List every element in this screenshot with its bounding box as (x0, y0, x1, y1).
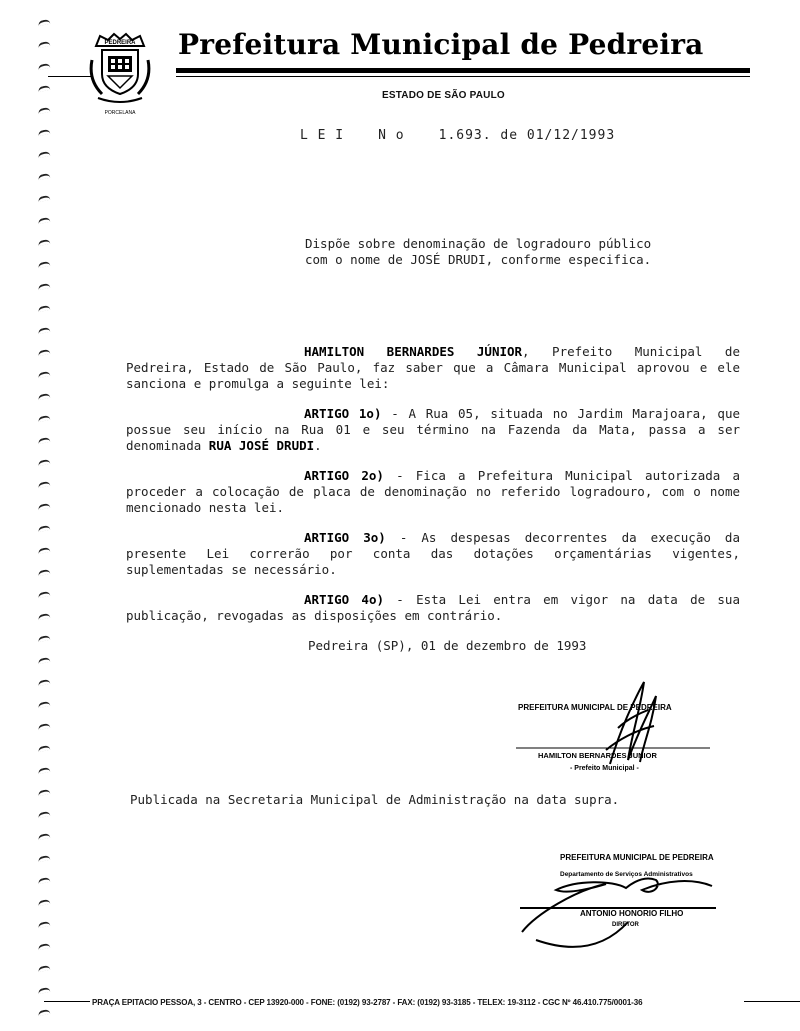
punch-mark (38, 701, 51, 708)
article-text: - Esta Lei entra em vigor na data de sua publicação, revogadas as disposições em contrário. (126, 592, 740, 623)
article-text: - A Rua 05, situada no Jardim Marajoara, que possue seu início na Rua 01 e seu término na Fazenda da Mata, passa a ser denominada (126, 406, 740, 453)
summary-line: Dispõe sobre denominação de logradouro público (305, 236, 652, 251)
seal-text-top: PEDREIRA (104, 40, 136, 46)
preamble-text: , Prefeito Municipal de Pedreira, Estado de São Paulo, faz saber que a Câmara Municipal aprovou e ele sanciona e promulga a seguinte lei: (126, 344, 740, 391)
footer-rule (44, 1001, 90, 1002)
mayor-signature-block (514, 670, 744, 790)
punch-mark (38, 393, 51, 400)
punch-mark (38, 987, 51, 994)
punch-mark (38, 965, 51, 972)
director-signature-role: DIRETOR (612, 922, 639, 928)
punch-mark (38, 305, 51, 312)
article-paragraph (126, 592, 740, 624)
law-summary (305, 236, 651, 268)
punch-mark (38, 899, 51, 906)
article-label: ARTIGO 3o) (304, 530, 386, 545)
punch-mark (38, 943, 51, 950)
punch-mark (38, 371, 51, 378)
punch-mark (38, 679, 51, 686)
punch-mark (38, 613, 51, 620)
footer-address: PRAÇA EPITACIO PESSOA, 3 - CENTRO - CEP 13920-000 - FONE: (0192) 93-2787 - FAX: (0192) 93-3185 - TELEX: 19-3112 - CGC Nº 46.410.775/0001-36 (92, 998, 643, 1007)
article-paragraph (126, 530, 740, 578)
punch-mark (38, 877, 51, 884)
municipal-seal-icon (88, 30, 152, 116)
punch-mark (38, 437, 51, 444)
article-end: . (314, 438, 322, 453)
publication-note: Publicada na Secretaria Municipal de Administração na data supra. (130, 792, 620, 807)
punch-mark (38, 261, 51, 268)
punch-mark (38, 217, 51, 224)
header-rule-left (48, 76, 92, 77)
law-label: L E I (300, 128, 345, 143)
punch-mark (38, 195, 51, 202)
state-label: ESTADO DE SÃO PAULO (382, 90, 505, 101)
punch-mark (38, 481, 51, 488)
place-date: Pedreira (SP), 01 de dezembro de 1993 (308, 638, 587, 653)
punch-mark (38, 503, 51, 510)
law-number: 1.693. de 01/12/1993 (438, 128, 616, 143)
punch-mark (38, 349, 51, 356)
footer-rule (744, 1001, 800, 1002)
punch-mark (38, 415, 51, 422)
mayor-name: HAMILTON BERNARDES JÚNIOR (304, 344, 523, 359)
punch-mark (38, 327, 51, 334)
punch-mark (38, 635, 51, 642)
director-signature-name: ANTONIO HONORIO FILHO (580, 909, 684, 918)
stamp-text: PREFEITURA MUNICIPAL DE PEDREIRA (518, 703, 672, 712)
punch-mark (38, 19, 51, 26)
preamble-paragraph (126, 344, 740, 392)
article-paragraph (126, 468, 740, 516)
article-label: ARTIGO 2o) (304, 468, 384, 483)
punch-mark (38, 591, 51, 598)
article-text: - Fica a Prefeitura Municipal autorizada a proceder a colocação de placa de denominação no referido logradouro, com o nome mencionado nesta lei. (126, 468, 740, 515)
binder-punch-marks (0, 0, 60, 1031)
street-name: RUA JOSÉ DRUDI (208, 438, 315, 453)
punch-mark (38, 151, 51, 158)
page-title: Prefeitura Municipal de Pedreira (178, 28, 704, 61)
punch-mark (38, 811, 51, 818)
punch-mark (38, 1009, 51, 1016)
director-signature-block (516, 850, 756, 960)
punch-mark (38, 63, 51, 70)
article-text: - As despesas decorrentes da execução da presente Lei correrão por conta das dotações orçamentárias vigentes, suplementadas se necessário. (126, 530, 740, 577)
seal-text-bottom: PORCELANA (104, 110, 136, 116)
punch-mark (38, 239, 51, 246)
punch-mark (38, 833, 51, 840)
punch-mark (38, 855, 51, 862)
punch-mark (38, 569, 51, 576)
punch-mark (38, 283, 51, 290)
stamp-text: PREFEITURA MUNICIPAL DE PEDREIRA (560, 853, 714, 862)
law-number-label: N o (378, 128, 405, 143)
punch-mark (38, 767, 51, 774)
department-text: Departamento de Serviços Administrativos (560, 871, 693, 878)
punch-mark (38, 525, 51, 532)
mayor-signature-name: HAMILTON BERNARDES JUNIOR (538, 751, 657, 760)
punch-mark (38, 41, 51, 48)
summary-line: com o nome de JOSÉ DRUDI, conforme especifica. (305, 252, 652, 267)
header-rule (176, 68, 750, 73)
article-label: ARTIGO 1o) (304, 406, 382, 421)
article-paragraph (126, 406, 740, 454)
punch-mark (38, 789, 51, 796)
punch-mark (38, 85, 51, 92)
punch-mark (38, 459, 51, 466)
punch-mark (38, 745, 51, 752)
punch-mark (38, 723, 51, 730)
punch-mark (38, 657, 51, 664)
punch-mark (38, 107, 51, 114)
punch-mark (38, 921, 51, 928)
mayor-signature-role: - Prefeito Municipal - (570, 765, 639, 772)
article-label: ARTIGO 4o) (304, 592, 384, 607)
punch-mark (38, 129, 51, 136)
punch-mark (38, 547, 51, 554)
punch-mark (38, 173, 51, 180)
header-rule-thin (176, 76, 750, 77)
law-heading (300, 128, 615, 144)
